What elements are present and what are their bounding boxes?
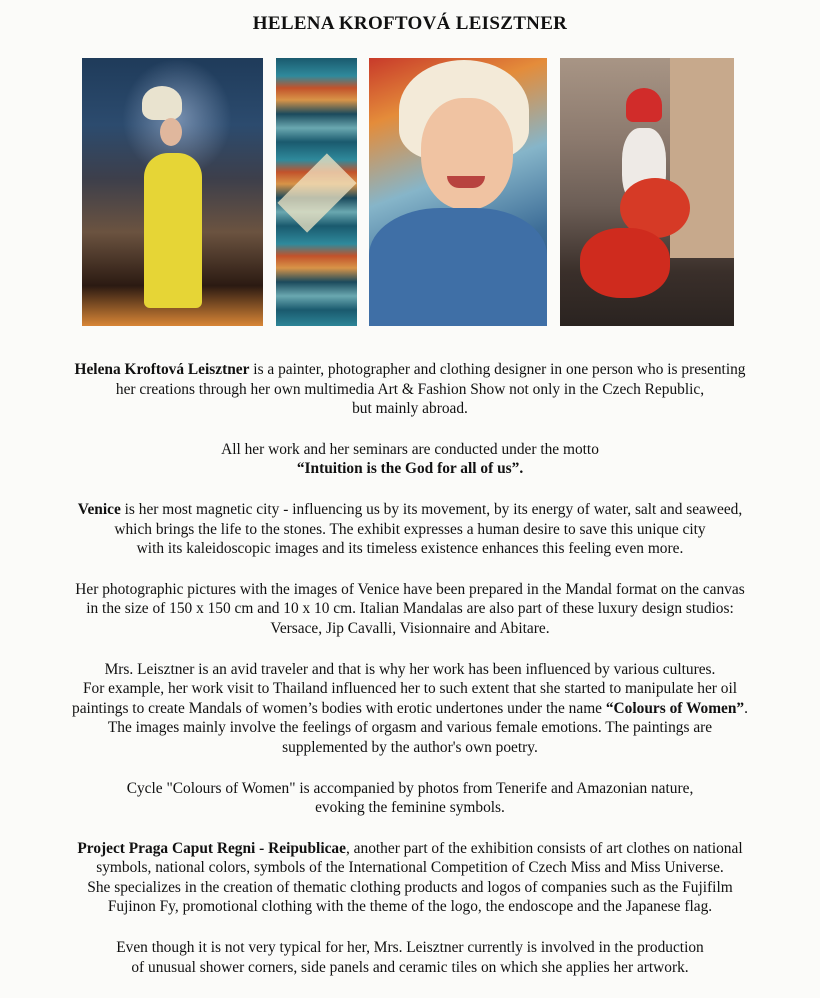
photo-portrait bbox=[369, 58, 547, 326]
photo-strip bbox=[0, 58, 820, 328]
paragraph-mandalas: Her photographic pictures with the images of Venice have been prepared in the Mandal format on the canvas in the size of 150 x 150 cm and 10 x 10 cm. Italian Mandalas are also part of these luxury design studios: Versace, Jip Cavalli, Visionnaire and Abitare. bbox=[75, 580, 745, 637]
yellow-dress-shape bbox=[144, 153, 202, 308]
paragraph-ceramics: Even though it is not very typical for her, Mrs. Leisztner currently is involved in the production of unusual shower corners, side panels and ceramic tiles on which she applies her artwork. bbox=[116, 939, 704, 976]
body-text bbox=[0, 360, 820, 998]
smile-shape bbox=[447, 176, 485, 188]
head-shape bbox=[160, 118, 182, 146]
photo-red-costume bbox=[560, 58, 734, 326]
denim-jacket-shape bbox=[369, 208, 547, 326]
paragraph-travel: Mrs. Leisztner is an avid traveler and that is why her work has been influenced by various cultures. For example, her work visit to Thailand influenced her to such extent that she started to manipulate her oil paintings to create Mandals of women’s bodies with erotic undertones under the name “Colours of Women”. The images mainly involve the feelings of orgasm and various female emotions. The paintings are supplemented by the author's own poetry. bbox=[72, 660, 748, 756]
face-shape bbox=[421, 98, 513, 210]
paragraph-cycle: Cycle "Colours of Women" is accompanied by photos from Tenerife and Amazonian nature, evoking the feminine symbols. bbox=[126, 779, 694, 817]
project-name: Project Praga Caput Regni - Reipublicae bbox=[77, 839, 346, 857]
page-title: HELENA KROFTOVÁ LEISZTNER bbox=[252, 13, 568, 34]
paragraph-venice: Venice is her most magnetic city - influencing us by its movement, by its energy of water, salt and seaweed, which brings the life to the stones. The exhibit expresses a human desire to save this unique city with its kaleidoscopic images and its timeless existence enhances this feeling even more. bbox=[77, 500, 743, 558]
photo-mandala bbox=[276, 58, 357, 326]
mandala-center-shape bbox=[277, 153, 356, 232]
paragraph-motto: All her work and her seminars are conducted under the motto “Intuition is the God for all of us”. bbox=[221, 440, 599, 478]
colours-of-women-title: “Colours of Women” bbox=[605, 699, 745, 717]
hat-shape bbox=[142, 86, 182, 120]
venice-label: Venice bbox=[77, 500, 121, 518]
red-skirt-shape bbox=[580, 228, 670, 298]
red-hat-shape bbox=[626, 88, 662, 122]
paragraph-intro: Helena Kroftová Leisztner is a painter, photographer and clothing designer in one person who is presenting her creations through her own multimedia Art & Fashion Show not only in the Czech Republic, but mainly abroad. bbox=[74, 361, 746, 418]
photo-runway-yellow-dress bbox=[82, 58, 263, 326]
paragraph-project: Project Praga Caput Regni - Reipublicae, another part of the exhibition consists of art clothes on national symbols, national colors, symbols of the International Competition of Czech Miss and Miss Universe. She specializes in the creation of thematic clothing products and logos of companies such as the Fujifilm Fujinon Fy, promotional clothing with the theme of the logo, the endoscope and the Japanese flag. bbox=[77, 839, 743, 916]
motto: “Intuition is the God for all of us”. bbox=[296, 460, 524, 478]
artist-name: Helena Kroftová Leisztner bbox=[74, 361, 250, 378]
